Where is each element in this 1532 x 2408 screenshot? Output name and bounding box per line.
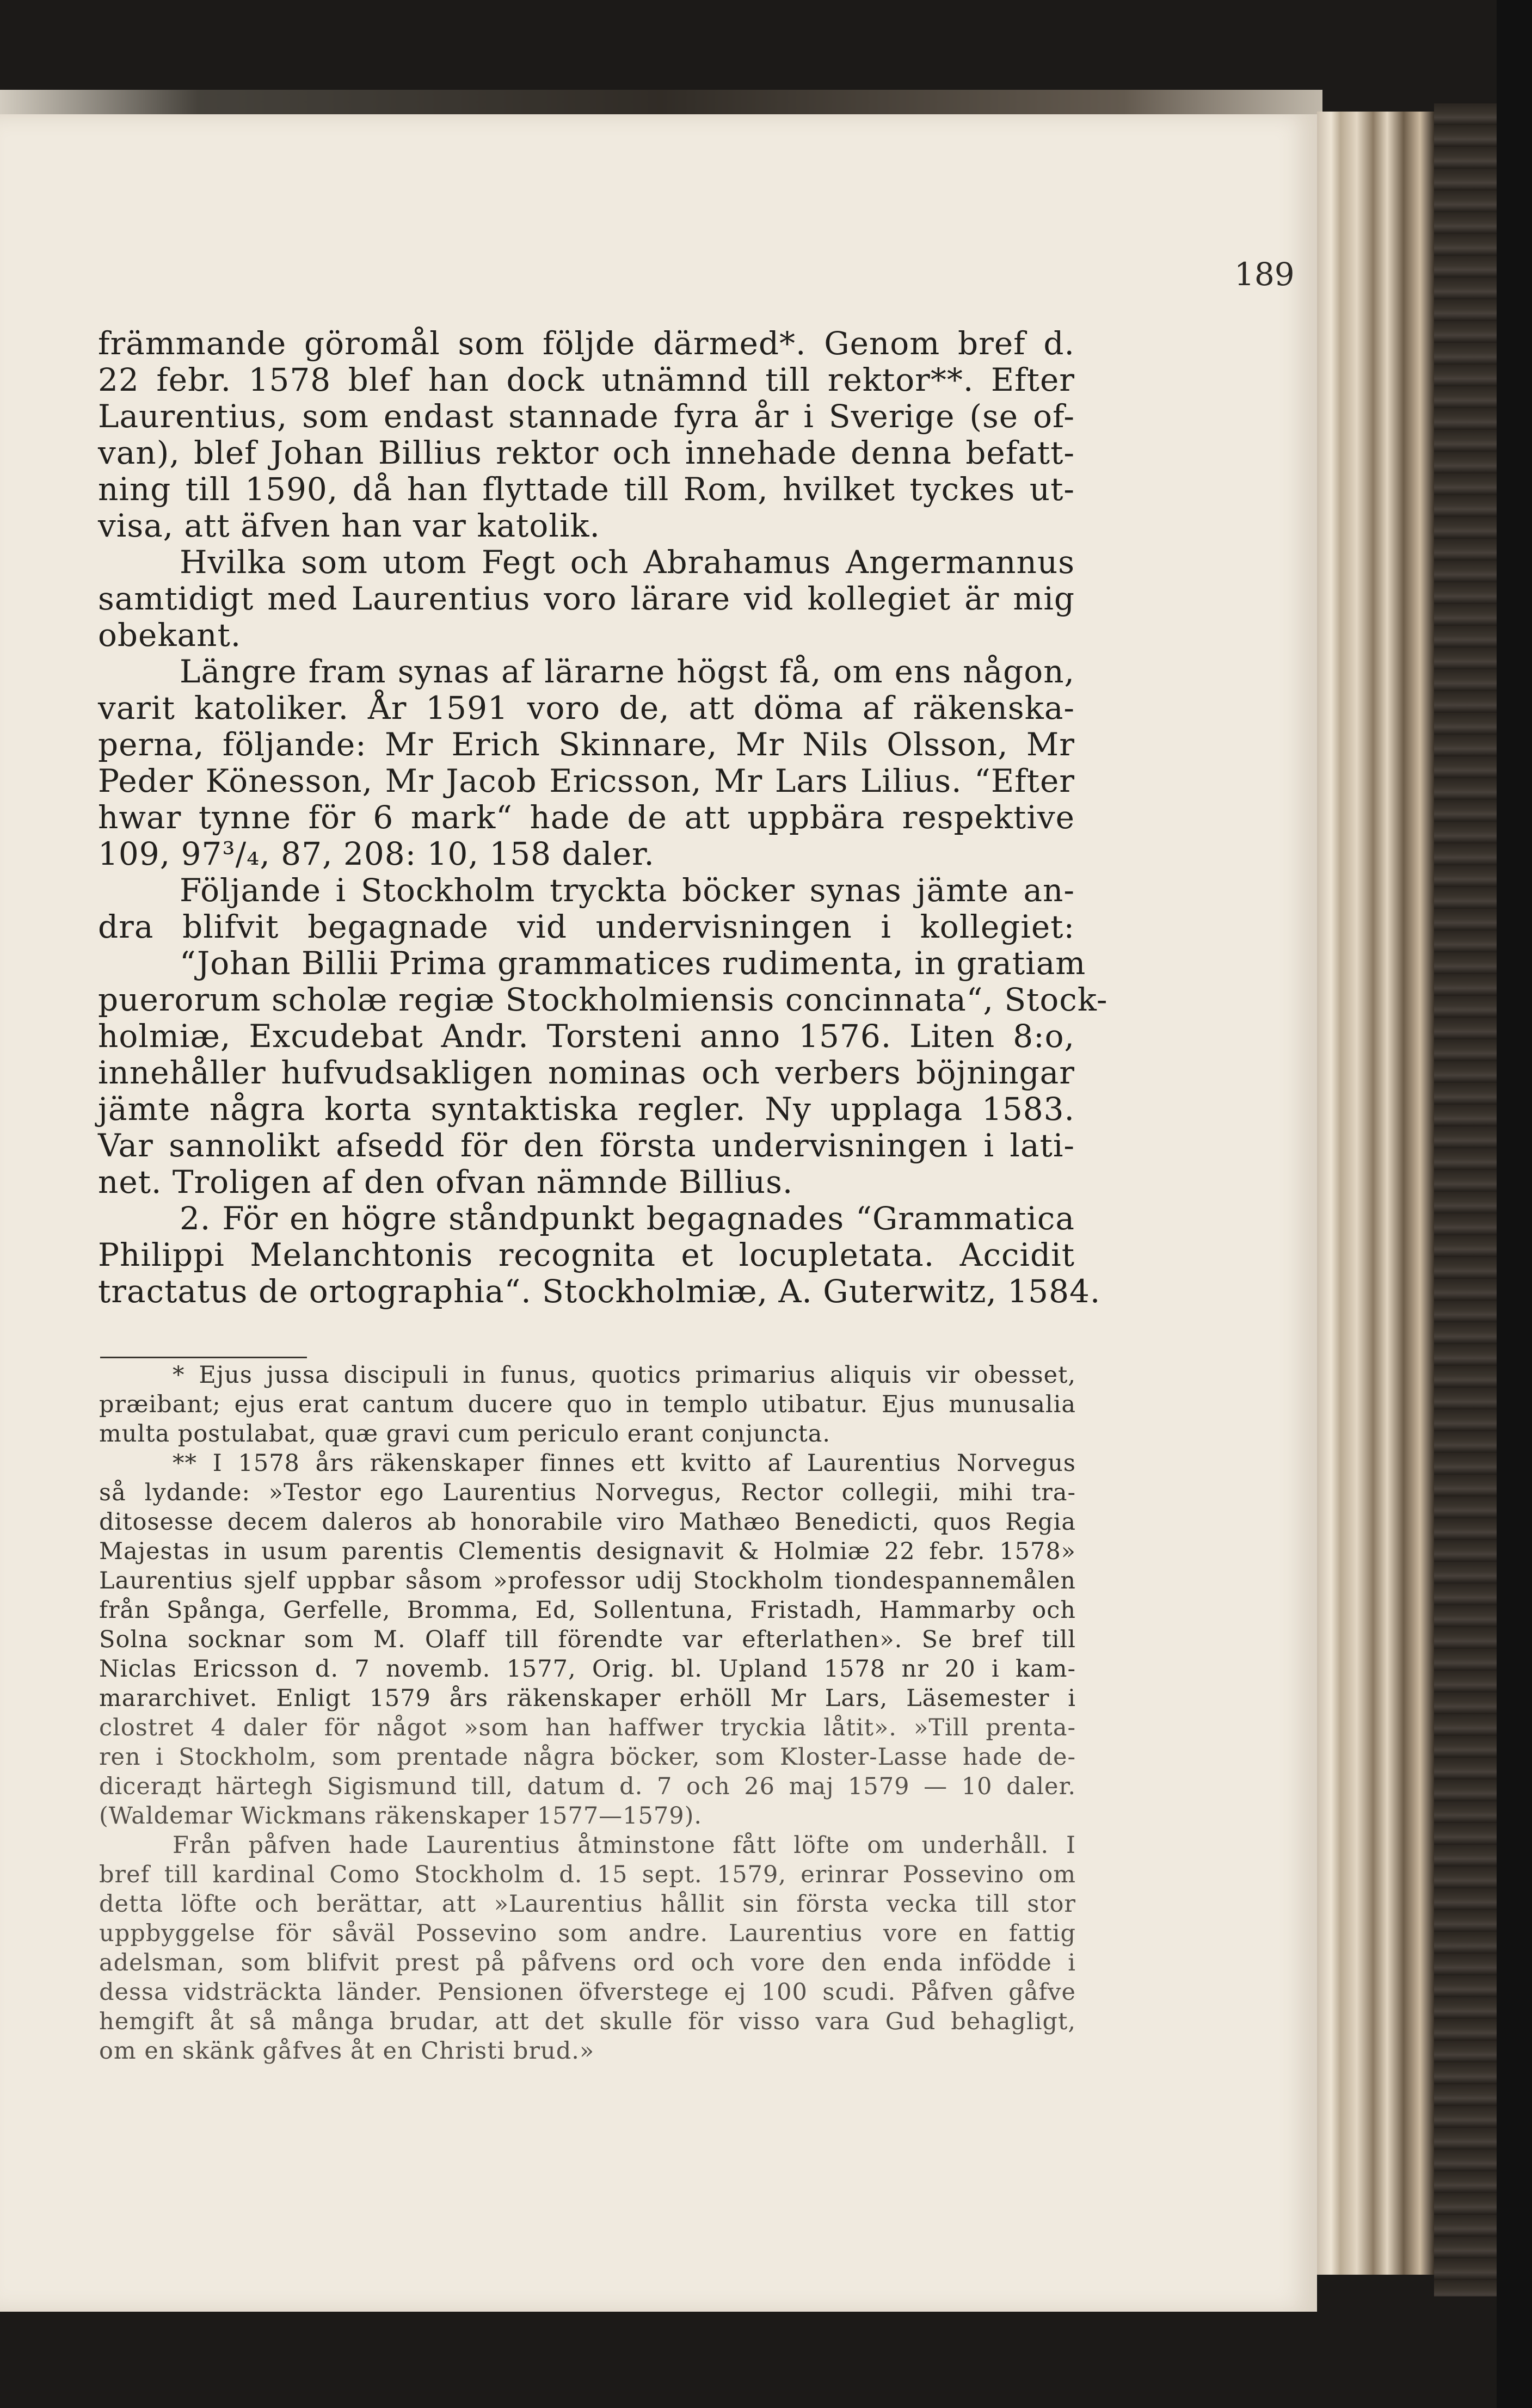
text-line: dra blifvit begagnade vid undervisningen i kollegiet:: [98, 908, 1075, 945]
footnote-line: clostret 4 daler för något »som han haffwer tryckia låtit». »Till prenta-: [99, 1714, 1076, 1741]
text-line: Följande i Stockholm tryckta böcker synas jämte an-: [180, 872, 1075, 909]
footnote-divider: [100, 1357, 307, 1358]
footnote-line: så lydande: »Testor ego Laurentius Norvegus, Rector collegii, mihi tra-: [99, 1479, 1076, 1506]
footnote-line: * Ejus jussa discipuli in funus, quotics primarius aliquis vir obesset,: [173, 1362, 1076, 1389]
page-number: 189: [1234, 256, 1295, 293]
main-text-block: [98, 325, 1108, 1310]
text-line: Peder Könesson, Mr Jacob Ericsson, Mr Lars Lilius. “Efter: [98, 762, 1075, 799]
text-line: visa, att äfven han var katolik.: [98, 507, 600, 544]
text-line: obekant.: [98, 617, 242, 654]
footnote-line: (Waldemar Wickmans räkenskaper 1577—1579).: [99, 1802, 703, 1830]
text-line: perna, följande: Mr Erich Skinnare, Mr Nils Olsson, Mr: [98, 726, 1075, 763]
footnote-line: från Spånga, Gerfelle, Bromma, Ed, Sollentuna, Fristadh, Hammarby och: [99, 1597, 1076, 1624]
footnote-line: Solna socknar som M. Olaff till förendte var efterlathen». Se bref till: [99, 1626, 1076, 1653]
text-line: Laurentius, som endast stannade fyra år i Sverige (se of-: [98, 398, 1075, 435]
footnote-line: om en skänk gåfves åt en Christi brud.»: [99, 2037, 595, 2065]
text-line: hwar tynne för 6 mark“ hade de att uppbära respektive: [98, 799, 1075, 836]
footnote-line: adelsman, som blifvit prest på påfvens ord och vore den enda infödde i: [99, 1949, 1076, 1976]
footnote-line: ditosesse decem daleros ab honorabile viro Mathæo Benedicti, quos Regia: [99, 1508, 1076, 1536]
footnote-block: [99, 1360, 1076, 2066]
text-line: Philippi Melanchtonis recognita et locupletata. Accidit: [98, 1236, 1075, 1273]
footnote-line: Niclas Ericsson d. 7 novemb. 1577, Orig. bl. Upland 1578 nr 20 i kam-: [99, 1655, 1076, 1683]
footnote-line: bref till kardinal Como Stockholm d. 15 sept. 1579, erinrar Possevino om: [99, 1861, 1076, 1888]
book-cover-spine: [1434, 103, 1497, 2296]
text-line: ning till 1590, då han flyttade till Rom, hvilket tyckes ut-: [98, 471, 1075, 508]
page-edges: [1317, 112, 1434, 2275]
text-line: Längre fram synas af lärarne högst få, om ens någon,: [180, 653, 1075, 690]
text-line: net. Troligen af den ofvan nämnde Billius.: [98, 1163, 793, 1200]
text-line: tractatus de ortographia“. Stockholmiæ, A. Guterwitz, 1584.: [98, 1273, 1101, 1310]
text-line: varit katoliker. År 1591 voro de, att döma af räkenska-: [98, 689, 1075, 726]
text-line: “Johan Billii Prima grammatices rudimenta, in gratiam: [180, 945, 1086, 982]
footnote-line: ren i Stockholm, som prentade några böcker, som Kloster-Lasse hade de-: [99, 1744, 1076, 1771]
footnote-line: Laurentius sjelf uppbar såsom »professor udij Stockholm tiondespannemålen: [99, 1567, 1076, 1594]
text-line: holmiæ, Excudebat Andr. Torsteni anno 1576. Liten 8:o,: [98, 1018, 1075, 1055]
text-line: 109, 97³/₄, 87, 208: 10, 158 daler.: [98, 835, 655, 872]
text-line: samtidigt med Laurentius voro lärare vid kollegiet är mig: [98, 580, 1075, 617]
footnote-line: multa postulabat, quæ gravi cum periculo erant conjuncta.: [99, 1420, 831, 1448]
text-line: Var sannolikt afsedd för den första undervisningen i lati-: [98, 1127, 1075, 1164]
footnote-line: dessa vidsträckta länder. Pensionen öfverstege ej 100 scudi. Påfven gåfve: [99, 1979, 1076, 2006]
footnote-line: uppbyggelse för såväl Possevino som andre. Laurentius vore en fattig: [99, 1920, 1076, 1947]
text-line: innehåller hufvudsakligen nominas och verbers böjningar: [98, 1054, 1075, 1091]
text-line: 22 febr. 1578 blef han dock utnämnd till rektor**. Efter: [98, 361, 1075, 398]
text-line: Hvilka som utom Fegt och Abrahamus Angermannus: [180, 544, 1075, 581]
footnote-line: mararchivet. Enligt 1579 års räkenskaper erhöll Mr Lars, Läsemester i: [99, 1685, 1076, 1712]
text-line: jämte några korta syntaktiska regler. Ny upplaga 1583.: [98, 1091, 1075, 1128]
text-line: 2. För en högre ståndpunkt begagnades “Grammatica: [180, 1200, 1075, 1237]
footnote-line: dicerадt härtegh Sigismund till, datum d. 7 och 26 maj 1579 — 10 daler.: [99, 1773, 1076, 1800]
footnote-line: detta löfte och berättar, att »Laurentius hållit sin första vecka till stor: [99, 1890, 1076, 1918]
footnote-line: præibant; ejus erat cantum ducere quo in templo utibatur. Ejus munusalia: [99, 1391, 1076, 1418]
text-line: van), blef Johan Billius rektor och innehade denna befatt-: [98, 434, 1075, 471]
footnote-line: Majestas in usum parentis Clementis designavit & Holmiæ 22 febr. 1578»: [99, 1538, 1076, 1565]
text-line: puerorum scholæ regiæ Stockholmiensis concinnata“, Stock-: [98, 981, 1108, 1018]
footnote-line: hemgift åt så många brudar, att det skulle för visso vara Gud behagligt,: [99, 2008, 1076, 2035]
scan-border: [1497, 0, 1532, 2408]
footnote-line: ** I 1578 års räkenskaper finnes ett kvitto af Laurentius Norvegus: [173, 1450, 1076, 1477]
footnote-line: Från påfven hade Laurentius åtminstone fått löfte om underhåll. I: [173, 1832, 1076, 1859]
text-line: främmande göromål som följde därmed*. Genom bref d.: [98, 325, 1075, 362]
